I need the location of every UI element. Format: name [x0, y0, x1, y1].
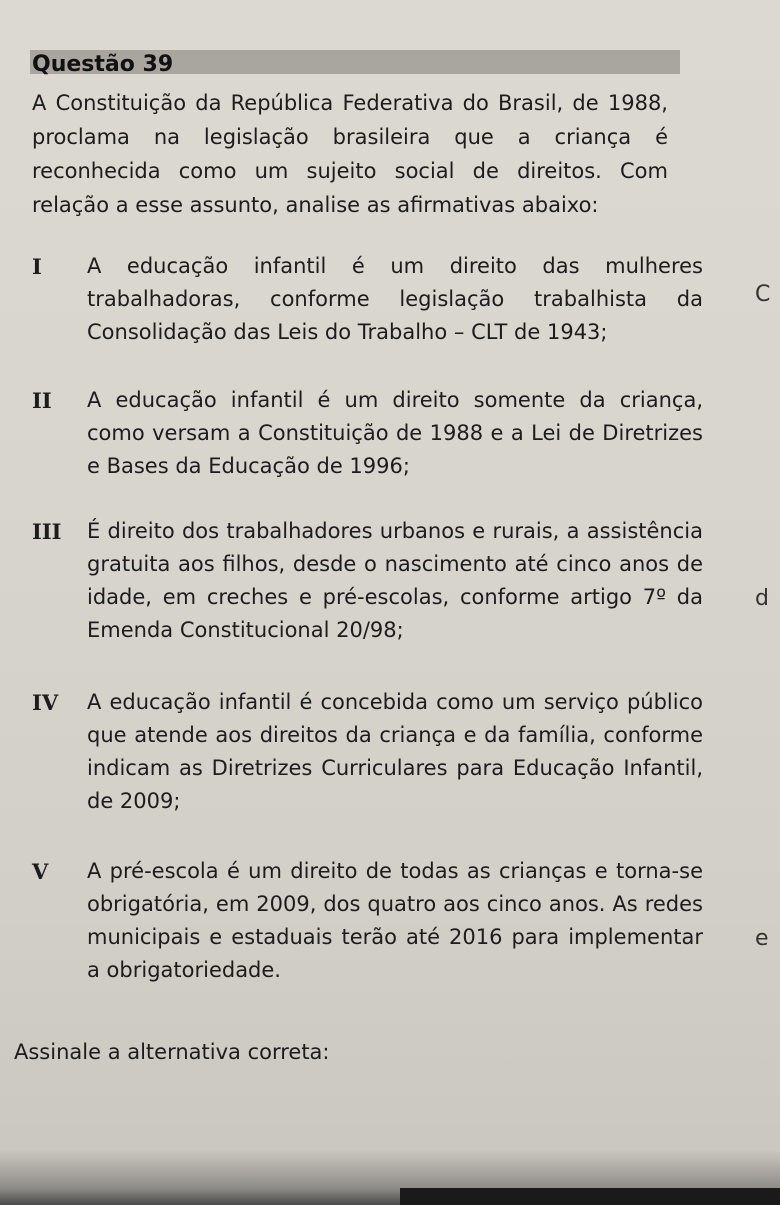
statement-number: V [32, 859, 49, 884]
statement-text: A educação infantil é um direito somente da criança, como versam a Constituição de 1988 e a Lei de Diretrizes e Bases da Educação de 1996; [87, 388, 703, 478]
margin-letter-d: d [755, 586, 769, 611]
dark-background-strip [400, 1188, 780, 1205]
margin-letter-e: e [755, 926, 769, 951]
statement-number: II [32, 388, 52, 413]
statement-text: A educação infantil é um direito das mulheres trabalhadoras, conforme legislação trabalhista da Consolidação das Leis do Trabalho – CLT de 1943; [87, 254, 703, 344]
statement-text: É direito dos trabalhadores urbanos e rurais, a assistência gratuita aos filhos, desde o nascimento até cinco anos de idade, em creches e pré-escolas, conforme artigo 7º da Emenda Constitucional 20/98; [87, 519, 703, 642]
statement-text: A educação infantil é concebida como um serviço público que atende aos direitos da criança e da família, conforme indicam as Diretrizes Curriculares para Educação Infantil, de 2009; [87, 690, 703, 813]
margin-letter-c: C [755, 282, 771, 307]
statement-number: I [32, 254, 42, 279]
question-title: Questão 39 [32, 52, 174, 77]
answer-instruction: Assinale a alternativa correta: [14, 1040, 330, 1064]
statement-number: III [32, 519, 62, 544]
statement-text: A pré-escola é um direito de todas as crianças e torna-se obrigatória, em 2009, dos quatro aos cinco anos. As redes municipais e estaduais terão até 2016 para implementar a obrigatoriedade. [87, 859, 703, 982]
question-intro: A Constituição da República Federativa do Brasil, de 1988, proclama na legislação brasileira que a criança é reconhecida como um sujeito social de direitos. Com relação a esse assunto, analise as afirmativas abaixo: [32, 91, 668, 217]
statement-number: IV [32, 690, 59, 715]
